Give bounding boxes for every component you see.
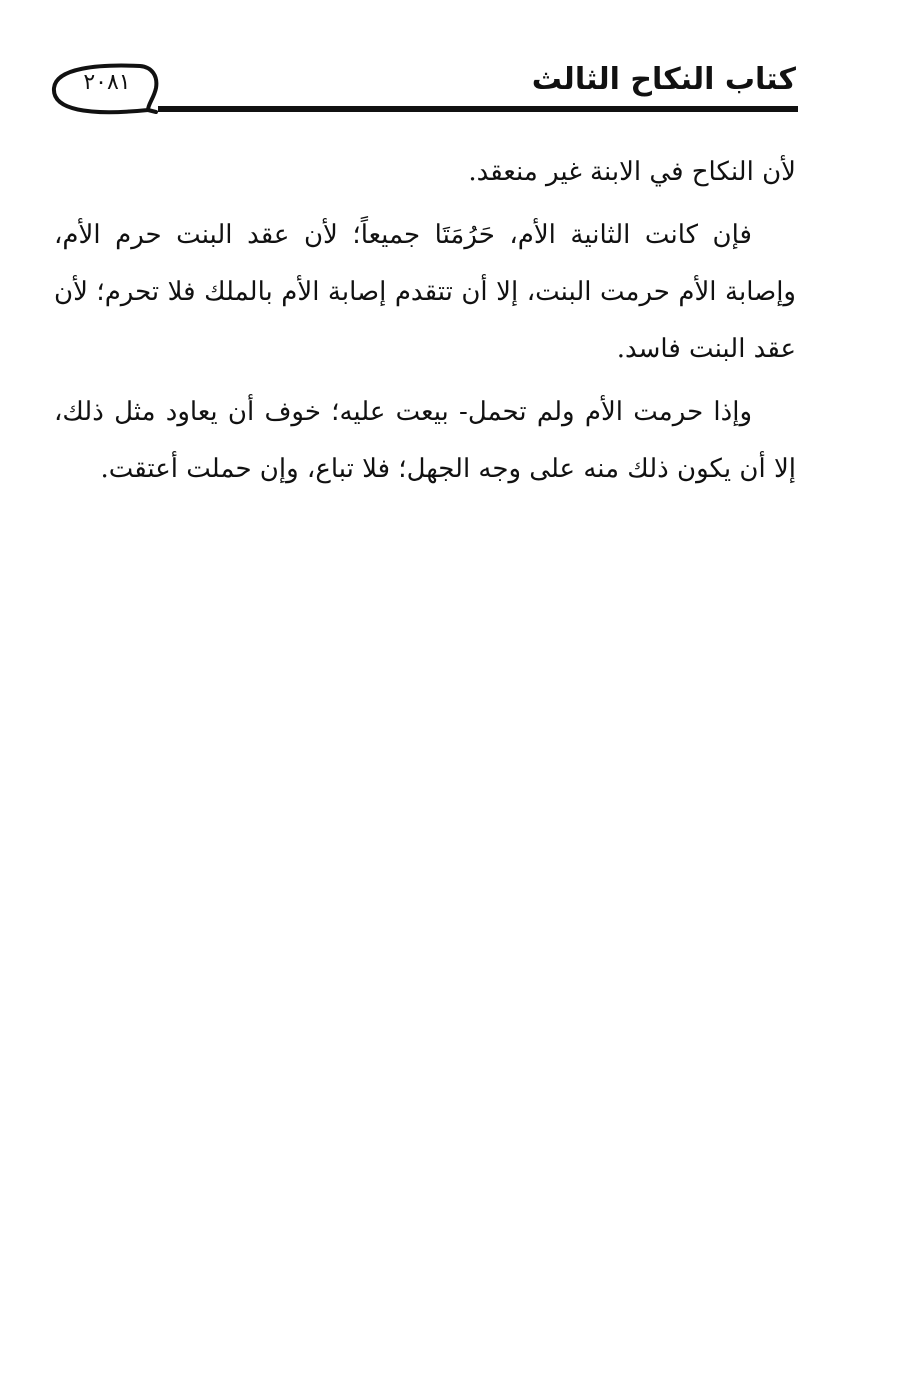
paragraph-3: وإذا حرمت الأم ولم تحمل- بيعت عليه؛ خوف أن يعاود مثل ذلك، إلا أن يكون ذلك منه على وجه الجهل؛ فلا تباع، وإن حملت أعتقت. <box>54 397 796 484</box>
body-text <box>54 144 796 504</box>
page-number-badge <box>48 60 160 112</box>
page-number: ٢٠٨١ <box>83 70 131 95</box>
paragraph-2: فإن كانت الثانية الأم، حَرُمَتَا جميعاً؛ لأن عقد البنت حرم الأم، وإصابة الأم حرمت البنت، إلا أن تتقدم إصابة الأم بالملك فلا تحرم؛ لأن عقد البنت فاسد. <box>54 220 796 364</box>
page-header <box>48 56 798 120</box>
paragraph-1: لأن النكاح في الابنة غير منعقد. <box>468 157 796 187</box>
chapter-title: كتاب النكاح الثالث <box>531 62 796 97</box>
header-rule <box>158 106 798 112</box>
